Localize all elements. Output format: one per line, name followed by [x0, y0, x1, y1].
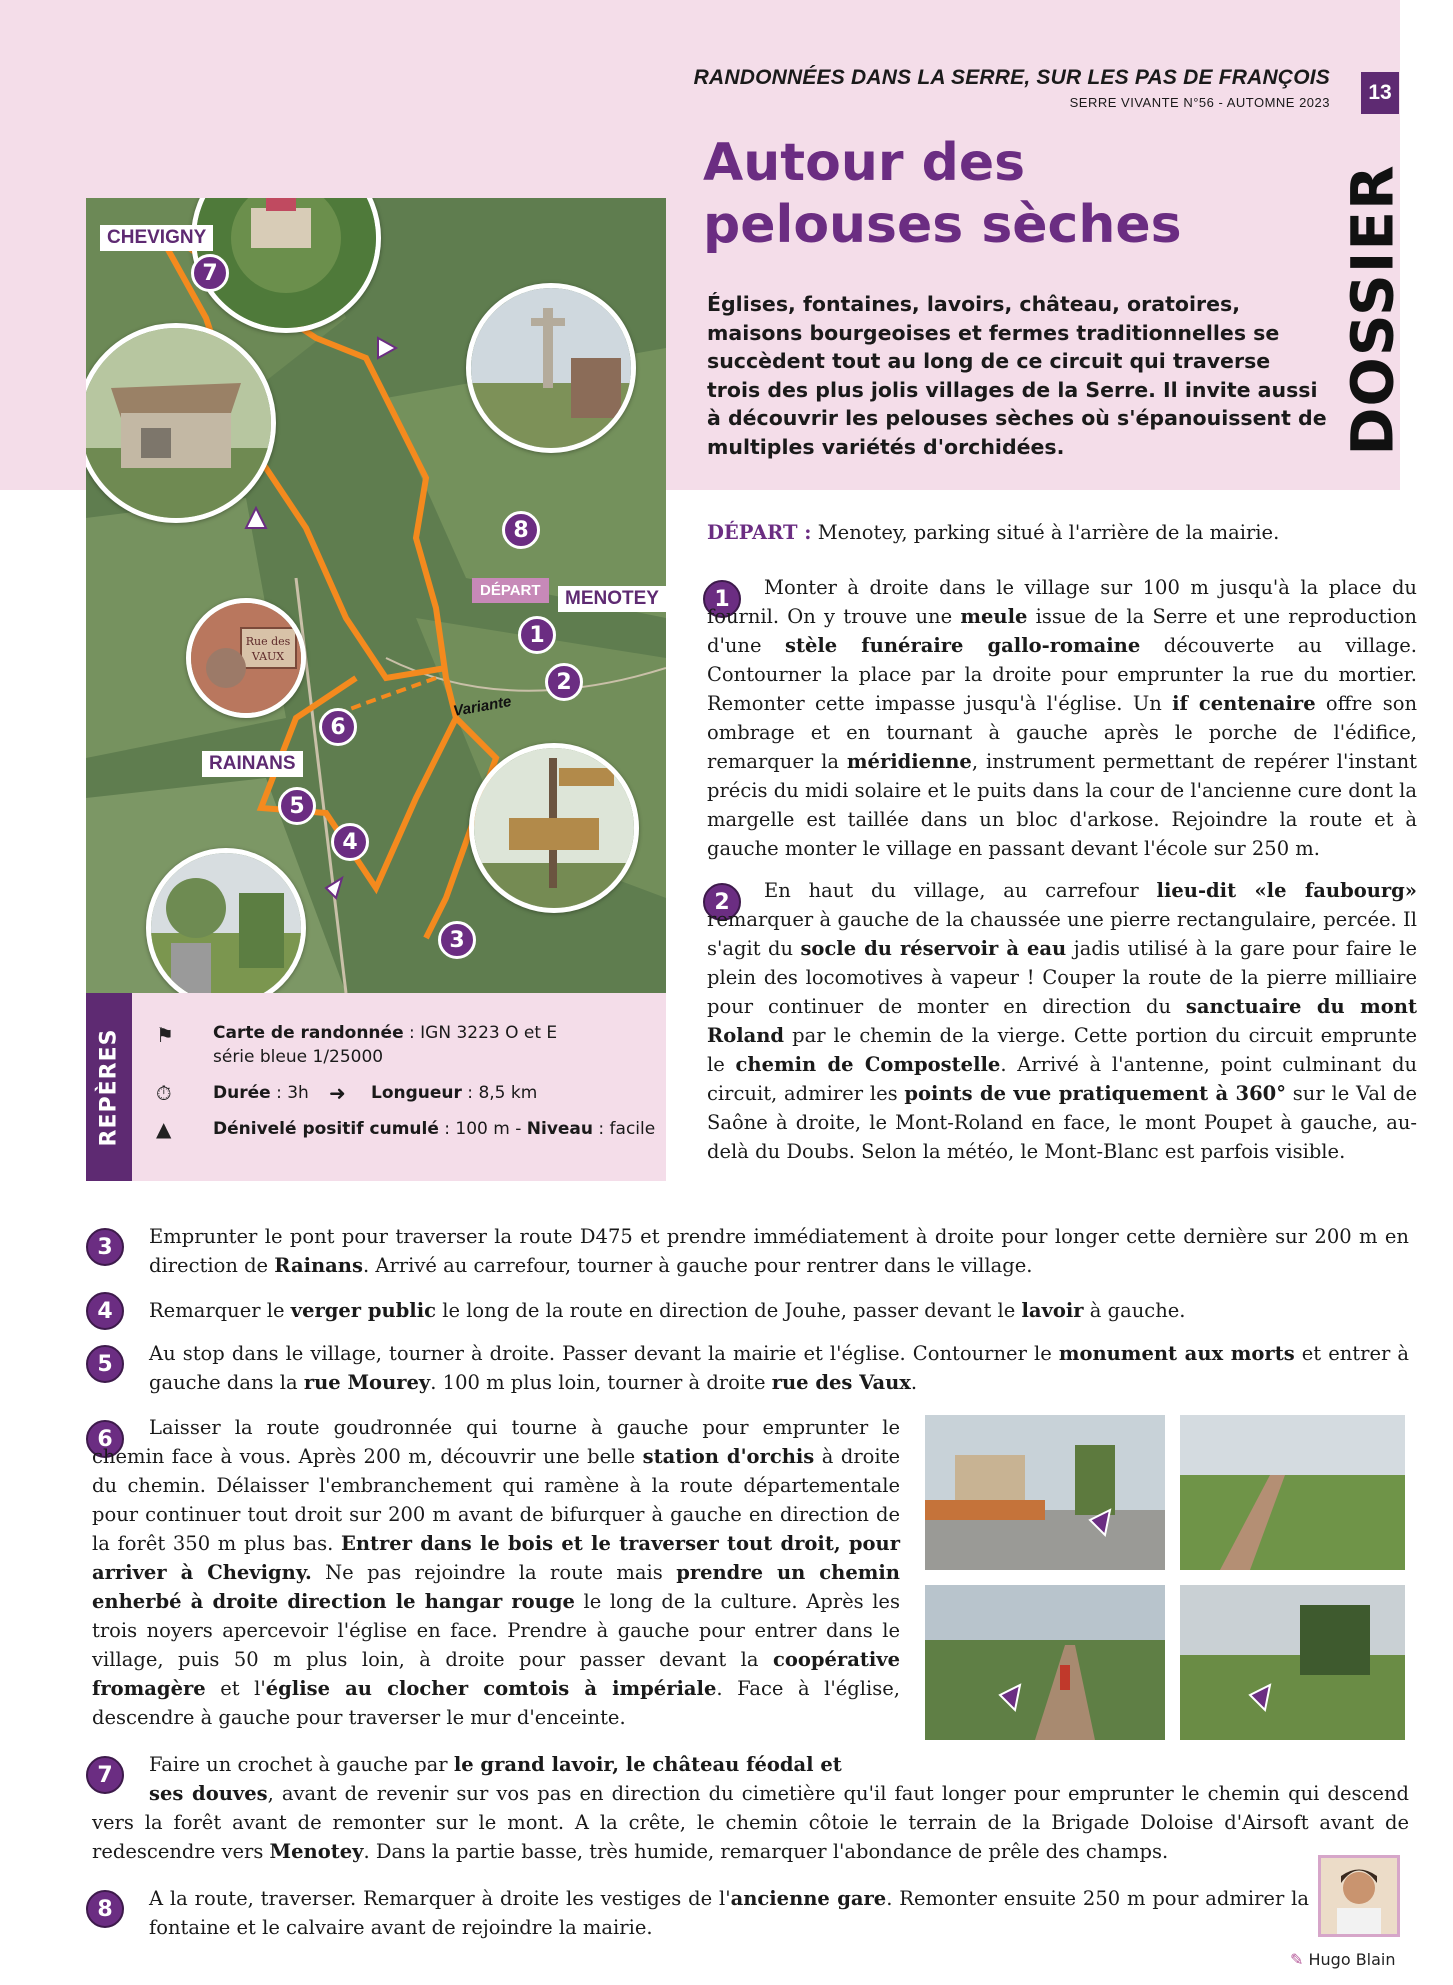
rue-des-vaux-sign-photo [186, 598, 306, 718]
step-8-number: 8 [86, 1890, 124, 1928]
depart-line: DÉPART : Menotey, parking situé à l'arrière de la mairie. [707, 521, 1280, 544]
step-5-number: 5 [86, 1345, 124, 1383]
map-label-variante: Variante [451, 693, 513, 720]
reperes-duree: Durée : 3h [213, 1083, 309, 1103]
article-lead: Églises, fontaines, lavoirs, château, oratoires, maisons bourgeoises et fermes traditionnelles se succèdent tout au long de ce circuit qui traverse trois des plus jolis villages de la Serre. Il invite aussi à découvrir les pelouses sèches où s'épanouissent de multiples variétés d'orchidées. [707, 292, 1327, 459]
step-7-number: 7 [86, 1756, 124, 1794]
calvaire-photo [466, 283, 636, 453]
step-3-text: Emprunter le pont pour traverser la route D475 et prendre immédiatement à droite pour longer cette dernière sur 200 m en direction de Rainans. Arrivé au carrefour, tourner à gauche pour rentrer dans le village. [149, 1225, 1409, 1277]
map-label-depart: DÉPART [472, 578, 549, 603]
route-map [86, 198, 666, 993]
step-2-text: En haut du village, au carrefour lieu-dit «le faubourg» remarquer à gauche de la chaussée une pierre rectangulaire, percée. Il s'agit du socle du réservoir à eau jadis utilisé à la gare pour faire le plein des locomotives à vapeur ! Couper la route de la pierre milliaire pour continuer de monter en direction du sanctuaire du mont Roland par le chemin de la vierge. Cette portion du circuit emprunte le chemin de Compostelle. Arrivé à l'antenne, point culminant du circuit, admirer les points de vue pratiquement à 360° sur le Val de Saône à droite, le Mont-Roland en face, le mont Poupet à gauche, au-delà du Doubs. Selon la météo, le Mont-Blanc est parfois visible. [707, 879, 1417, 1163]
map-label-menotey: MENOTEY [558, 586, 666, 612]
svg-text:VAUX: VAUX [251, 650, 285, 663]
signpost-photo [469, 743, 639, 913]
author-credit: ✎ Hugo Blain [1290, 1950, 1396, 1969]
reperes-denivele: Dénivelé positif cumulé : 100 m - Niveau : facile [213, 1119, 656, 1139]
stopwatch-icon: ⏱ [156, 1081, 172, 1105]
pen-icon: ✎ [1290, 1950, 1304, 1969]
step-3-number: 3 [86, 1228, 124, 1266]
map-marker-4: 4 [331, 823, 369, 861]
issue-info: SERRE VIVANTE N°56 - AUTOMNE 2023 [1069, 95, 1330, 110]
reperes-longueur: Longueur : 8,5 km [371, 1083, 538, 1103]
mountain-icon: ▲ [156, 1117, 172, 1141]
reperes-carte: Carte de randonnée : IGN 3223 O et E [213, 1023, 558, 1043]
step-2-number: 2 [703, 883, 741, 921]
article-title: Autour des pelouses sèches [703, 133, 1182, 255]
map-marker-6: 6 [319, 708, 357, 746]
map-marker-8: 8 [502, 511, 540, 549]
photo-cyclist-path [925, 1585, 1165, 1740]
photo-village-road [925, 1415, 1165, 1570]
step-5-text: Au stop dans le village, tourner à droite. Passer devant la mairie et l'église. Contourner le monument aux morts et entrer à gauche dans la rue Mourey. 100 m plus loin, tourner à droite rue des Vaux. [149, 1342, 1409, 1394]
orchard-sign-photo [146, 848, 306, 993]
step-6-number: 6 [86, 1420, 124, 1458]
step-7-text: Faire un crochet à gauche par le grand lavoir, le château féodal et ses douves, avant de revenir sur vos pas en direction du cimetière qu'il faut longer pour emprunter le chemin qui descend vers la forêt avant de remonter sur le mont. A la crête, le chemin côtoie le terrain de la Brigade Doloise d'Airsoft avant de redescendre vers Menotey. Dans la partie basse, très humide, remarquer l'abondance de prêle des champs. [92, 1753, 1409, 1863]
photo-forest-field [1180, 1585, 1405, 1740]
reperes-carte-serie: série bleue 1/25000 [213, 1047, 384, 1067]
step-8-text: A la route, traverser. Remarquer à droite les vestiges de l'ancienne gare. Remonter ensuite 250 m pour admirer la fontaine et le calvaire avant de rejoindre la mairie. [149, 1887, 1309, 1939]
step-1-text: Monter à droite dans le village sur 100 m jusqu'à la place du fournil. On y trouve une meule issue de la Serre et une reproduction d'une stèle funéraire gallo-romaine découverte au village. Contourner la place par la droite pour emprunter la rue du mortier. Remonter cette impasse jusqu'à l'église. Un if centenaire offre son ombrage et en tournant à gauche après le porche de l'édifice, remarquer la méridienne, instrument permettant de repérer l'instant précis du midi solaire et le puits dans la cour de l'ancienne cure dont la margelle est taillée dans un bloc d'arkose. Rejoindre la route et à gauche monter le village en passant devant l'école sur 250 m. [707, 576, 1417, 860]
author-photo [1318, 1855, 1400, 1937]
map-book-icon: ⚑ [156, 1023, 174, 1047]
map-marker-1: 1 [518, 616, 556, 654]
arrow-icon: ➜ [329, 1081, 346, 1105]
map-label-chevigny: CHEVIGNY [100, 225, 213, 251]
step-6-text: Laisser la route goudronnée qui tourne à gauche pour emprunter le chemin face à vous. Après 200 m, découvrir une belle station d'orchis à droite du chemin. Délaisser l'embranchement qui ramène à la route départementale pour continuer tout droit sur 200 m avant de bifurquer à gauche en direction de la forêt 350 m plus bas. Entrer dans le bois et le traverser tout droit, pour arriver à Chevigny. Ne pas rejoindre la route mais prendre un chemin enherbé à droite direction le hangar rouge le long de la culture. Après les trois noyers apercevoir l'église en face. Prendre à gauche pour entrer dans le village, puis 50 m plus loin, à droite pour passer devant la coopérative fromagère et l'église au clocher comtois à impériale. Face à l'église, descendre à gauche pour traverser le mur d'enceinte. [92, 1416, 900, 1729]
reperes-box [86, 993, 666, 1181]
svg-text:Rue des: Rue des [245, 635, 291, 648]
map-marker-7: 7 [191, 254, 229, 292]
step-4-text: Remarquer le verger public le long de la route en direction de Jouhe, passer devant le lavoir à gauche. [149, 1299, 1186, 1322]
lavoir-photo [86, 323, 276, 523]
photo-field-path [1180, 1415, 1405, 1570]
map-label-rainans: RAINANS [202, 751, 303, 777]
step-1-number: 1 [703, 580, 741, 618]
page-number: 13 [1361, 72, 1399, 114]
map-marker-5: 5 [278, 787, 316, 825]
map-marker-2: 2 [545, 663, 583, 701]
step-4-number: 4 [86, 1292, 124, 1330]
running-title: RANDONNÉES DANS LA SERRE, SUR LES PAS DE FRANÇOIS [693, 66, 1330, 89]
section-label: DOSSIER [1339, 164, 1408, 456]
map-marker-3: 3 [438, 921, 476, 959]
reperes-tab: REPÈRES [86, 993, 132, 1181]
